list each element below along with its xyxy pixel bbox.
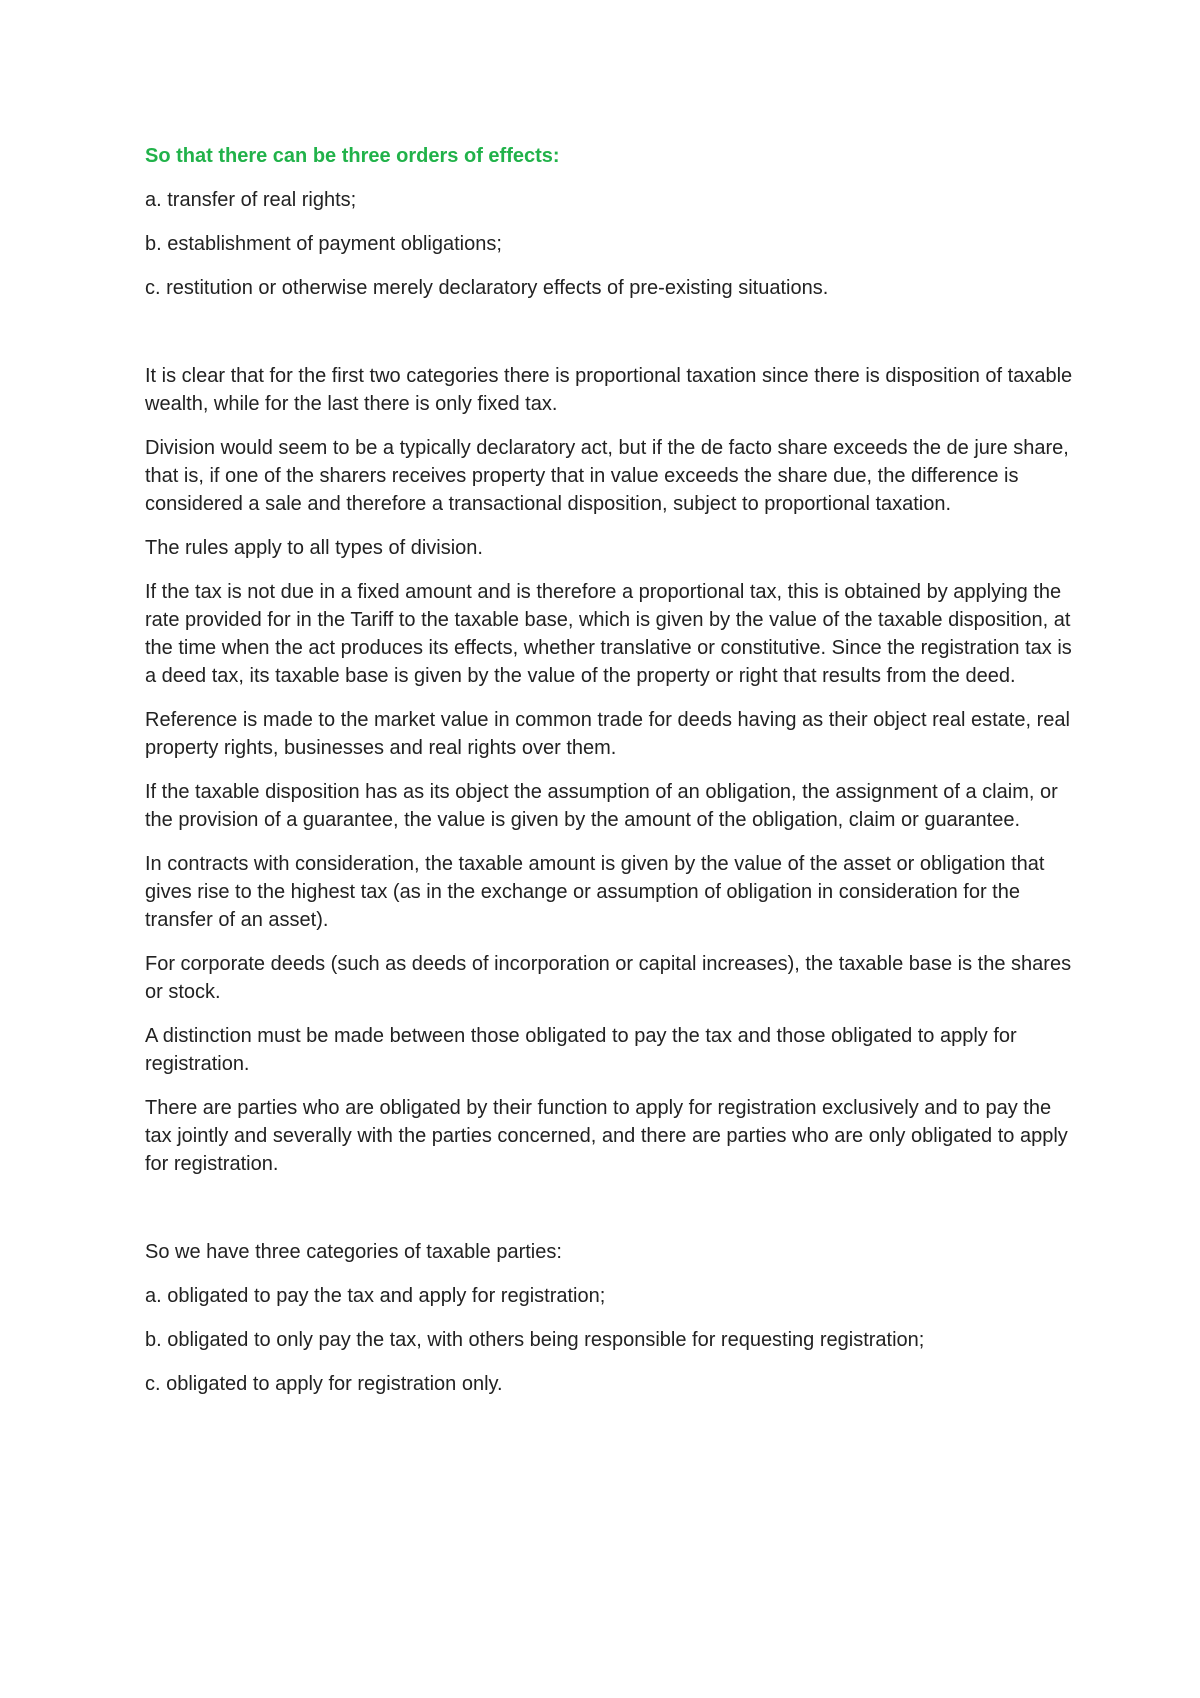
category-item-b: b. obligated to only pay the tax, with others being responsible for requesting registration;: [145, 1329, 925, 1351]
effect-item-c: c. restitution or otherwise merely declaratory effects of pre-existing situations.: [145, 277, 829, 299]
paragraph: If the taxable disposition has as its object the assumption of an obligation, the assignment of a claim, or the provision of a guarantee, the value is given by the amount of the obligation, claim or guarantee.: [145, 781, 1058, 831]
effect-item-a: a. transfer of real rights;: [145, 189, 357, 211]
paragraph: Division would seem to be a typically declaratory act, but if the de facto share exceeds the de jure share, that is, if one of the sharers receives property that in value exceeds the share due, the difference is considered a sale and therefore a transactional disposition, subject to proportional taxation.: [145, 437, 1069, 515]
category-item-a: a. obligated to pay the tax and apply for registration;: [145, 1285, 606, 1307]
categories-intro: So we have three categories of taxable parties:: [145, 1241, 562, 1263]
paragraph: A distinction must be made between those obligated to pay the tax and those obligated to apply for registration.: [145, 1025, 1017, 1075]
spacer: [145, 1194, 1075, 1238]
document-page: [145, 142, 1075, 1414]
paragraph: If the tax is not due in a fixed amount and is therefore a proportional tax, this is obtained by applying the rate provided for in the Tariff to the taxable base, which is given by the value of the taxable disposition, at the time when the act produces its effects, whether translative or constitutive. Since the registration tax is a deed tax, its taxable base is given by the value of the property or right that results from the deed.: [145, 581, 1072, 687]
spacer: [145, 318, 1075, 362]
paragraph: For corporate deeds (such as deeds of incorporation or capital increases), the taxable base is the shares or stock.: [145, 953, 1072, 1003]
paragraph: It is clear that for the first two categories there is proportional taxation since there is disposition of taxable wealth, while for the last there is only fixed tax.: [145, 365, 1073, 415]
paragraph: In contracts with consideration, the taxable amount is given by the value of the asset or obligation that gives rise to the highest tax (as in the exchange or assumption of obligation in consideration for the transfer of an asset).: [145, 853, 1045, 931]
paragraph: There are parties who are obligated by their function to apply for registration exclusively and to pay the tax jointly and severally with the parties concerned, and there are parties who are only obligated to apply for registration.: [145, 1097, 1068, 1175]
section-heading: So that there can be three orders of effects:: [145, 145, 560, 167]
effect-item-b: b. establishment of payment obligations;: [145, 233, 502, 255]
category-item-c: c. obligated to apply for registration only.: [145, 1373, 503, 1395]
paragraph: Reference is made to the market value in common trade for deeds having as their object real estate, real property rights, businesses and real rights over them.: [145, 709, 1070, 759]
paragraph: The rules apply to all types of division.: [145, 537, 483, 559]
